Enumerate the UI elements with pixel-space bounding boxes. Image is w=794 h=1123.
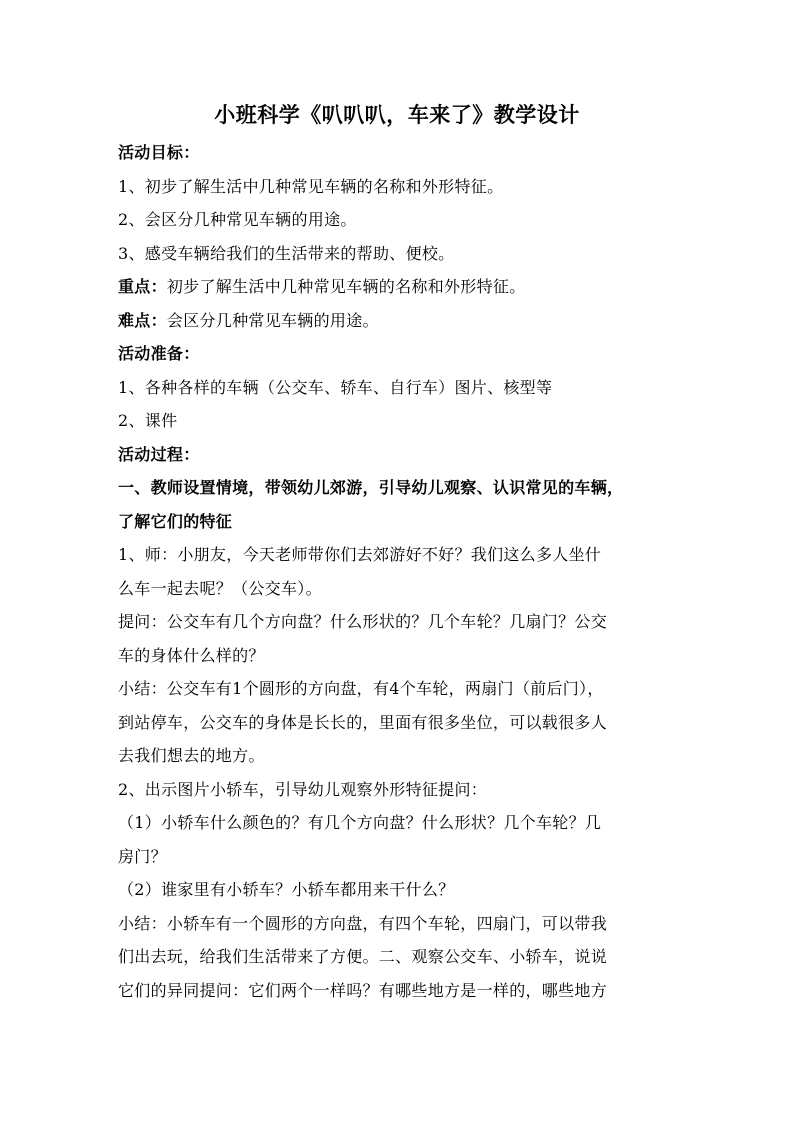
paragraph-line: 么车一起去呢？（公交车）。 <box>118 578 322 598</box>
paragraph-line: （1）小轿车什么颜色的？有几个方向盘？什么形状？几个车轮？几 <box>118 813 602 832</box>
difficulty-text: 会区分几种常见车辆的用途。 <box>166 310 379 330</box>
goal-item: 2、会区分几种常见车辆的用途。 <box>118 210 357 229</box>
document-body <box>118 136 684 1007</box>
paragraph-line: 到站停车，公交车的身体是长长的，里面有很多坐位，可以载很多人 <box>118 712 608 732</box>
paragraph-line: 房门？ <box>118 846 167 866</box>
prep-heading: 活动准备： <box>118 344 200 363</box>
document-title: 小班科学《叭叭叭，车来了》教学设计 <box>214 102 580 127</box>
paragraph-line: 1、师：小朋友，今天老师带你们去郊游好不好？我们这么多人坐什 <box>118 545 602 564</box>
section-heading: 一、教师设置情境，带领幼儿郊游，引导幼儿观察、认识常见的车辆， <box>118 478 624 497</box>
goals-heading: 活动目标： <box>118 143 200 162</box>
key-point-label: 重点： <box>118 277 167 296</box>
key-point-text: 初步了解生活中几种常见车辆的名称和外形特征。 <box>166 277 526 296</box>
prep-item: 2、课件 <box>118 411 178 430</box>
goal-item: 3、感受车辆给我们的生活带来的帮助、便校。 <box>118 243 455 263</box>
paragraph-line: 小结：小轿车有一个圆形的方向盘，有四个车轮，四扇门，可以带我 <box>118 913 608 933</box>
difficulty-label: 难点： <box>118 310 167 330</box>
key-point <box>118 270 684 304</box>
section-heading: 了解它们的特征 <box>118 511 233 531</box>
paragraph-line: 车的身体什么样的？ <box>118 645 265 665</box>
paragraph-line: 2、出示图片小轿车，引导幼儿观察外形特征提问： <box>118 779 488 799</box>
prep-item: 1、各种各样的车辆（公交车、轿车、自行车）图片、核型等 <box>118 377 553 397</box>
paragraph-line: 小结：公交车有1个圆形的方向盘，有4个车轮，两扇门（前后门）， <box>118 679 604 698</box>
goal-item: 1、初步了解生活中几种常见车辆的名称和外形特征。 <box>118 176 504 196</box>
difficulty-point <box>118 304 684 338</box>
paragraph-line: 它们的异同提问：它们两个一样吗？有哪些地方是一样的，哪些地方 <box>118 980 608 1000</box>
paragraph-line: 提问：公交车有几个方向盘？什么形状的？几个车轮？几扇门？公交 <box>118 612 608 631</box>
paragraph-line: 们出去玩，给我们生活带来了方便。二、观察公交车、小轿车，说说 <box>118 947 608 966</box>
process-heading: 活动过程： <box>118 444 200 464</box>
paragraph-line: 去我们想去的地方。 <box>118 746 265 765</box>
paragraph-line: （2）谁家里有小轿车？小轿车都用来干什么？ <box>118 880 455 899</box>
